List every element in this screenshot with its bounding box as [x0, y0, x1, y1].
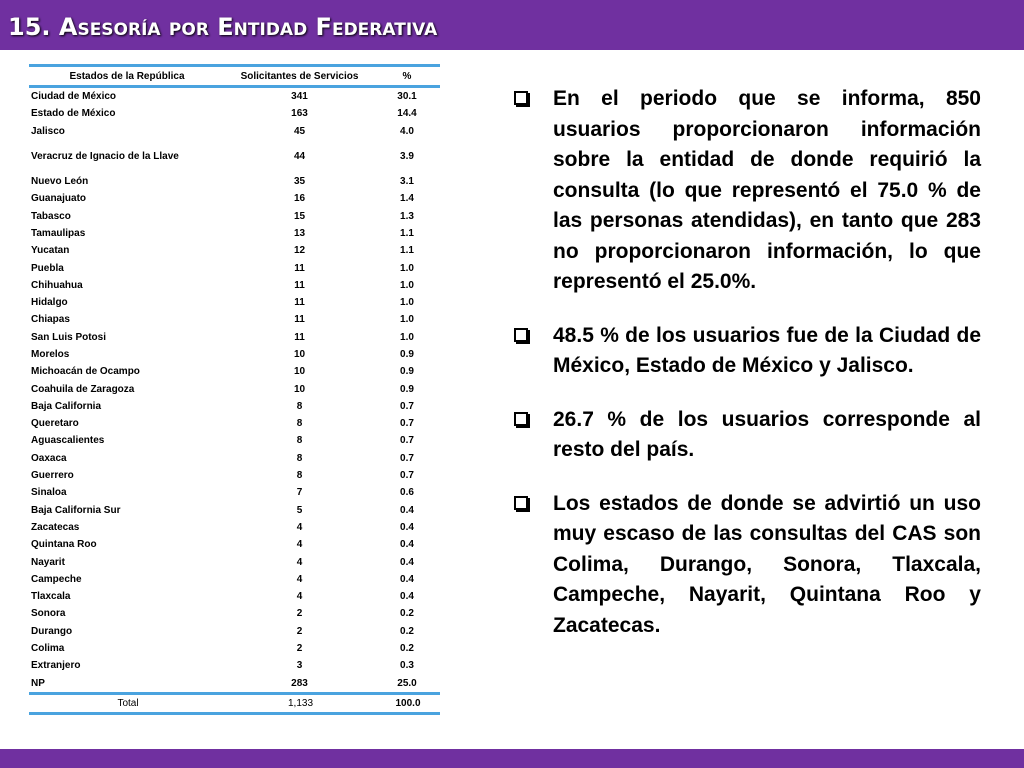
count-cell: 11: [294, 314, 305, 326]
count-cell: 8: [296, 470, 303, 482]
table-row: [29, 502, 440, 519]
states-table: [29, 64, 440, 715]
count-cell: 4: [296, 573, 303, 585]
states-table-container: [29, 64, 440, 715]
count-cell: 16: [293, 193, 306, 205]
state-cell: San Luis Potosi: [31, 331, 107, 343]
count-cell: 8: [296, 435, 303, 447]
count-cell: 35: [293, 176, 306, 188]
checkbox-square-icon: [514, 91, 528, 105]
state-cell: Aguascalientes: [31, 435, 105, 447]
bullet-item: [513, 321, 981, 382]
table-row: [29, 140, 440, 173]
percent-cell: 0.9: [400, 349, 414, 360]
state-cell: Chihuahua: [31, 279, 83, 291]
percent-cell: 0.4: [400, 573, 414, 585]
count-cell: 2: [296, 643, 303, 655]
table-row: [29, 87, 440, 106]
percent-cell: 0.2: [400, 625, 414, 637]
table-row: [29, 380, 440, 397]
state-cell: Nuevo León: [31, 176, 89, 188]
percent-cell: 0.2: [400, 608, 414, 620]
state-cell: Michoacán de Ocampo: [31, 366, 140, 378]
total-label: Total: [29, 693, 225, 713]
percent-cell: 1.1: [400, 245, 414, 257]
table-body: [29, 87, 440, 694]
count-cell: 8: [296, 452, 303, 464]
percent-cell: 0.7: [400, 452, 414, 464]
count-cell: 4: [296, 539, 303, 551]
count-cell: 4: [296, 556, 303, 568]
percent-cell: 0.3: [400, 660, 414, 672]
table-row: [29, 259, 440, 276]
page-title: 15. Asesoría por Entidad Federativa: [8, 13, 438, 41]
percent-cell: 1.3: [400, 210, 414, 222]
count-cell: 45: [293, 125, 306, 137]
percent-cell: 0.7: [400, 435, 414, 447]
percent-cell: 1.4: [400, 193, 414, 205]
bullet-item: [513, 489, 981, 642]
state-cell: Hidalgo: [31, 297, 68, 309]
bullet-text: 26.7 % de los usuarios corresponde al resto del país.: [553, 407, 981, 461]
percent-cell: 0.7: [400, 400, 414, 412]
table-header-row: [29, 66, 440, 87]
state-cell: Oaxaca: [31, 452, 67, 464]
percent-cell: 1.0: [400, 297, 414, 309]
percent-cell: 1.0: [400, 262, 414, 274]
table-row: [29, 242, 440, 259]
state-cell: Estado de México: [31, 108, 116, 120]
table-row: [29, 398, 440, 415]
table-total-row: [29, 693, 440, 713]
count-cell: 12: [293, 245, 306, 257]
count-cell: 44: [293, 150, 306, 162]
table-row: [29, 553, 440, 570]
percent-cell: 0.9: [400, 366, 414, 378]
table-row: [29, 207, 440, 224]
table-row: [29, 484, 440, 501]
state-cell: Guerrero: [31, 470, 74, 482]
state-cell: Baja California: [31, 400, 102, 412]
percent-cell: 0.4: [400, 504, 414, 516]
table-row: [29, 346, 440, 363]
checkbox-square-icon: [514, 496, 528, 510]
count-cell: 11: [294, 279, 305, 291]
table-row: [29, 467, 440, 484]
percent-cell: 3.9: [400, 150, 414, 162]
state-cell: Tamaulipas: [31, 227, 86, 239]
count-cell: 4: [296, 521, 303, 533]
count-cell: 163: [291, 108, 308, 120]
state-cell: Zacatecas: [31, 521, 80, 533]
state-cell: Durango: [31, 625, 73, 637]
bullet-text: En el periodo que se informa, 850 usuarios proporcionaron información sobre la entidad de donde requirió la consulta (lo que representó el 75.0 % de las personas atendidas), en tanto que 283 no proporcionaron información, lo que representó el 25.0%.: [553, 87, 981, 293]
table-row: [29, 105, 440, 122]
state-cell: Baja California Sur: [31, 504, 121, 516]
table-row: [29, 277, 440, 294]
state-cell: Queretaro: [31, 418, 79, 430]
count-cell: 8: [296, 400, 303, 412]
bullet-text: 48.5 % de los usuarios fue de la Ciudad de México, Estado de México y Jalisco.: [553, 323, 981, 377]
percent-cell: 1.0: [400, 279, 414, 291]
table-row: [29, 450, 440, 467]
count-cell: 5: [296, 504, 303, 516]
bullet-item: [513, 405, 981, 466]
table-row: [29, 675, 440, 694]
table-row: [29, 588, 440, 605]
count-cell: 341: [291, 91, 308, 103]
state-cell: Ciudad de México: [31, 91, 117, 103]
header-states: Estados de la República: [29, 66, 225, 87]
state-cell: Yucatan: [31, 245, 70, 257]
state-cell: Puebla: [31, 262, 64, 274]
state-cell: Campeche: [31, 573, 82, 585]
percent-cell: 1.0: [400, 331, 414, 343]
header-requesters: Solicitantes de Servicios: [225, 66, 374, 87]
count-cell: 7: [296, 487, 303, 499]
bullet-item: [513, 84, 981, 298]
table-row: [29, 605, 440, 622]
percent-cell: 4.0: [400, 125, 414, 137]
state-cell: Colima: [31, 643, 65, 655]
footer-bar: [0, 749, 1024, 768]
table-row: [29, 173, 440, 190]
percent-cell: 0.6: [400, 487, 414, 499]
bullet-list: [513, 84, 981, 664]
table-row: [29, 640, 440, 657]
state-cell: Extranjero: [31, 660, 81, 672]
percent-cell: 0.4: [400, 521, 414, 533]
total-count: 1,133: [225, 693, 374, 713]
count-cell: 10: [293, 383, 306, 395]
count-cell: 11: [294, 331, 305, 343]
table-row: [29, 432, 440, 449]
state-cell: Veracruz de Ignacio de la Llave: [31, 150, 179, 162]
percent-cell: 0.2: [400, 643, 414, 655]
state-cell: Coahuila de Zaragoza: [31, 383, 135, 395]
percent-cell: 0.4: [400, 556, 414, 568]
table-row: [29, 294, 440, 311]
count-cell: 13: [293, 227, 306, 239]
table-row: [29, 190, 440, 207]
state-cell: Sinaloa: [31, 487, 67, 499]
count-cell: 15: [293, 210, 306, 222]
state-cell: Jalisco: [31, 125, 65, 137]
table-row: [29, 311, 440, 328]
percent-cell: 0.9: [400, 383, 414, 395]
percent-cell: 0.4: [400, 539, 414, 551]
table-row: [29, 225, 440, 242]
table-row: [29, 623, 440, 640]
state-cell: Morelos: [31, 349, 70, 360]
count-cell: 4: [296, 591, 303, 603]
table-row: [29, 363, 440, 380]
table-row: [29, 123, 440, 140]
table-row: [29, 536, 440, 553]
state-cell: Guanajuato: [31, 193, 87, 205]
state-cell: NP: [29, 675, 225, 694]
state-cell: Chiapas: [31, 314, 70, 326]
header-percent: %: [374, 66, 440, 87]
state-cell: Tabasco: [31, 210, 71, 222]
table-row: [29, 329, 440, 346]
state-cell: Tlaxcala: [31, 591, 71, 603]
count-cell: 2: [296, 608, 303, 620]
percent-cell: 14.4: [397, 108, 417, 120]
bullet-text: Los estados de donde se advirtió un uso muy escaso de las consultas del CAS son Colima, Durango, Sonora, Tlaxcala, Campeche, Nayarit, Quintana Roo y Zacatecas.: [553, 491, 981, 637]
count-cell: 11: [294, 262, 305, 274]
table-row: [29, 571, 440, 588]
count-cell: 10: [293, 349, 306, 360]
checkbox-square-icon: [514, 412, 528, 426]
percent-cell: 25.0: [374, 675, 440, 694]
percent-cell: 0.4: [400, 591, 414, 603]
percent-cell: 0.7: [400, 418, 414, 430]
count-cell: 11: [294, 297, 305, 309]
percent-cell: 1.0: [400, 314, 414, 326]
count-cell: 10: [293, 366, 306, 378]
total-percent: 100.0: [374, 693, 440, 713]
percent-cell: 1.1: [400, 227, 414, 239]
count-cell: 283: [225, 675, 374, 694]
table-row: [29, 519, 440, 536]
count-cell: 3: [296, 660, 303, 672]
percent-cell: 0.7: [400, 470, 414, 482]
count-cell: 2: [296, 625, 303, 637]
state-cell: Nayarit: [31, 556, 65, 568]
state-cell: Quintana Roo: [31, 539, 97, 551]
percent-cell: 30.1: [397, 91, 417, 103]
state-cell: Sonora: [31, 608, 66, 620]
table-row: [29, 657, 440, 674]
checkbox-square-icon: [514, 328, 528, 342]
table-row: [29, 415, 440, 432]
count-cell: 8: [296, 418, 303, 430]
title-bar: [0, 0, 1024, 50]
percent-cell: 3.1: [400, 176, 414, 188]
